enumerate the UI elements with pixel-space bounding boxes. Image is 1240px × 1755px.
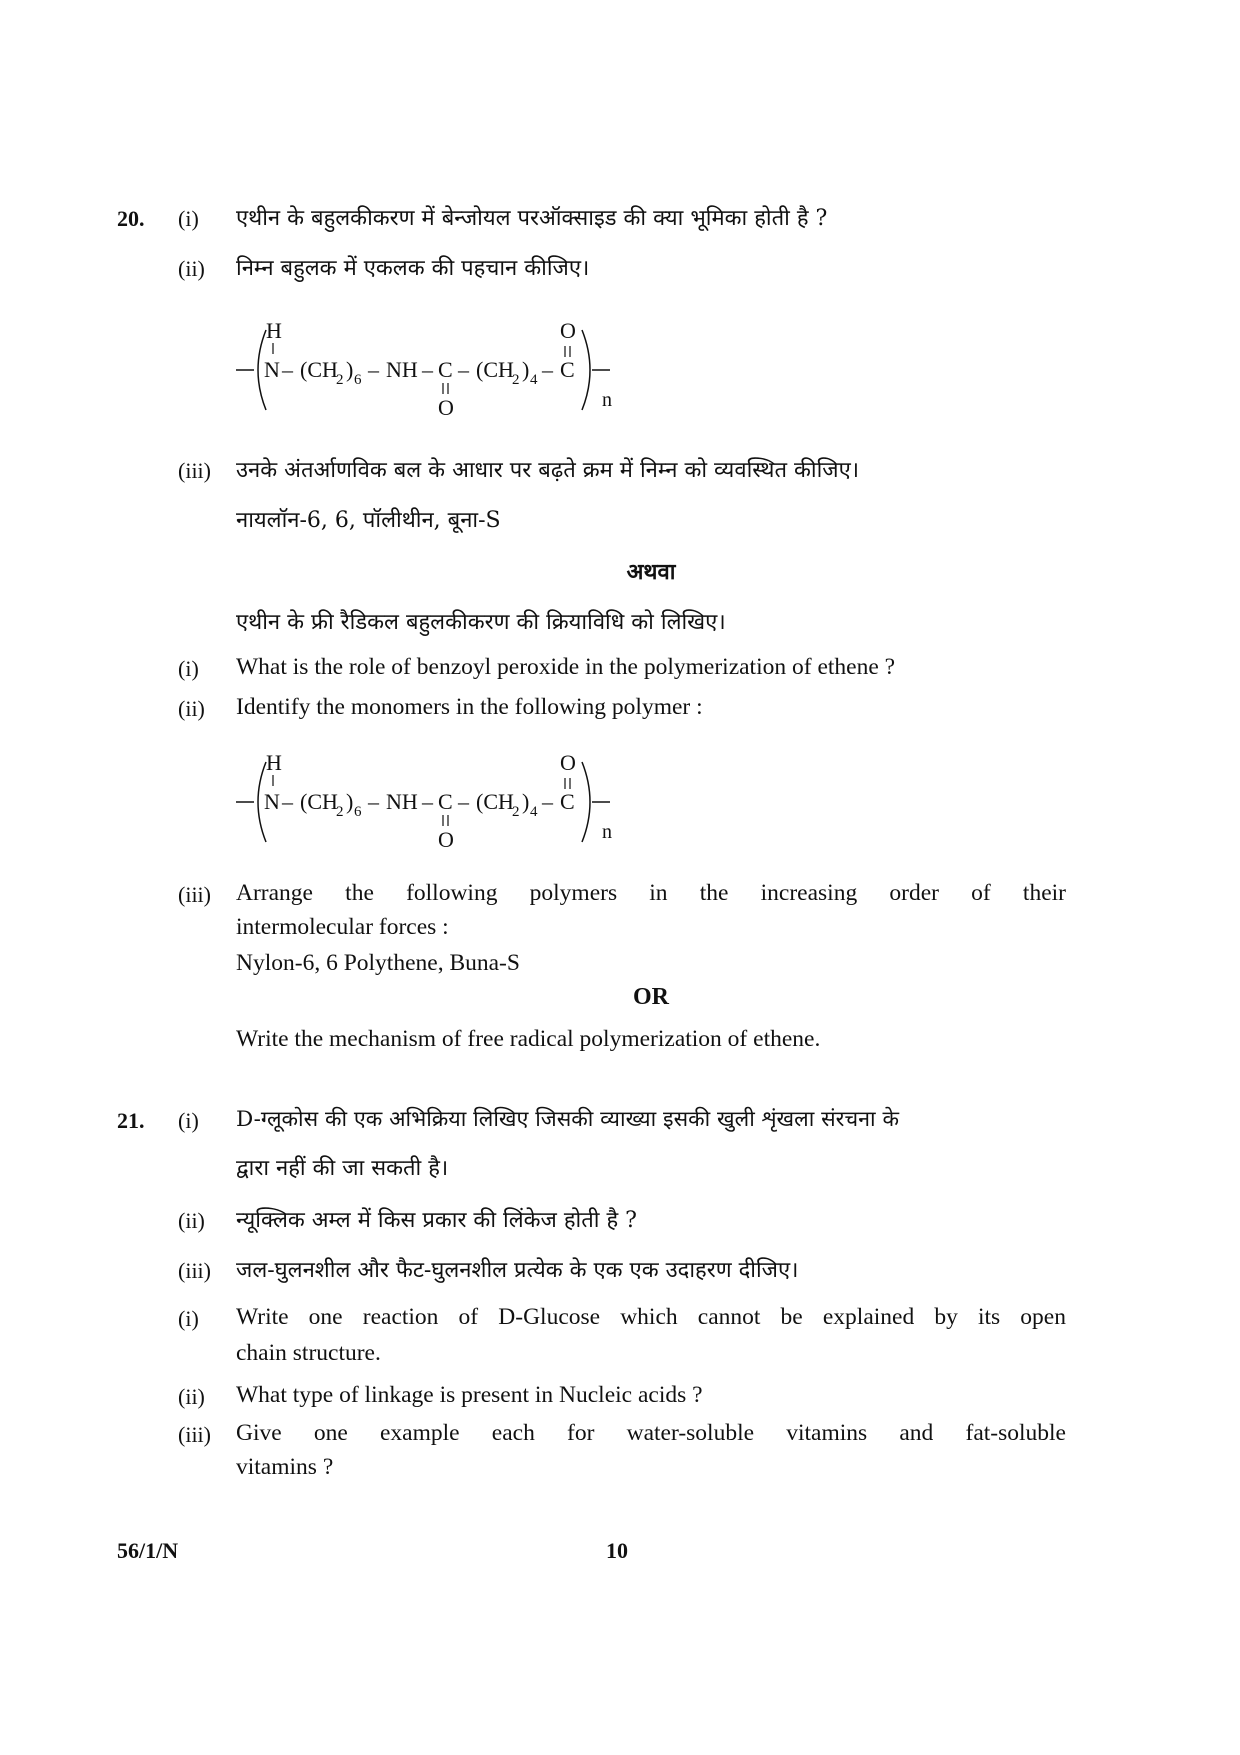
q20-english-label-iii: (iii) — [178, 882, 211, 907]
structure-subscript-2a: 2 — [336, 372, 344, 388]
structure-dash: – — [542, 357, 553, 382]
structure-nitrogen: N — [264, 357, 280, 382]
structure-ch2-group-1: (CH — [300, 789, 338, 814]
structure-subscript-2b: 2 — [512, 372, 520, 388]
structure-dash: – — [368, 357, 379, 382]
structure-ch2-group-2: (CH — [476, 789, 514, 814]
question-number-20: 20. — [117, 206, 145, 231]
q20-hindi-label-iii: (iii) — [178, 458, 211, 483]
q20-hindi-text-iii: उनके अंतर्आणविक बल के आधार पर बढ़ते क्रम में निम्न को व्यवस्थित कीजिए। — [236, 458, 860, 483]
q20-english-text-ii: Identify the monomers in the following polymer : — [236, 694, 703, 720]
q20-english-list-iii: Nylon-6, 6 Polythene, Buna-S — [236, 950, 520, 976]
q20-english-label-ii: (ii) — [178, 696, 205, 721]
q20-hindi-or: अथवा — [626, 559, 676, 585]
structure-subscript-4: 4 — [530, 372, 538, 388]
q21-english-text-iii-line2: vitamins ? — [236, 1454, 334, 1480]
q20-hindi-text-i: एथीन के बहुलकीकरण में बेन्जोयल परऑक्साइड की क्या भूमिका होती है ? — [236, 206, 828, 231]
structure-dash: – — [422, 789, 433, 814]
structure-paren: ) — [522, 357, 530, 382]
structure-repeat-n: n — [602, 389, 612, 411]
structure-nh-group: NH — [386, 357, 418, 382]
structure-carbonyl-carbon-2: C — [560, 357, 575, 382]
structure-repeat-n: n — [602, 821, 612, 843]
q21-english-label-ii: (ii) — [178, 1384, 205, 1409]
structure-hydrogen: H — [266, 750, 282, 775]
structure-subscript-2b: 2 — [512, 804, 520, 820]
q21-english-text-i-line1: Write one reaction of D-Glucose which cannot be explained by its open — [236, 1304, 1066, 1330]
page-number: 10 — [606, 1538, 628, 1563]
q20-hindi-list-iii: नायलॉन-6, 6, पॉलीथीन, बूना-S — [236, 508, 501, 533]
structure-oxygen-2: O — [560, 750, 576, 775]
structure-ch2-group-2: (CH — [476, 357, 514, 382]
q21-english-label-iii: (iii) — [178, 1422, 211, 1447]
q21-english-text-ii: What type of linkage is present in Nucleic acids ? — [236, 1382, 703, 1408]
q21-hindi-text-i-line1: D-ग्लूकोस की एक अभिक्रिया लिखिए जिसकी व्याख्या इसकी खुली शृंखला संरचना के — [236, 1107, 899, 1132]
q21-hindi-text-i-line2: द्वारा नहीं की जा सकती है। — [236, 1156, 449, 1181]
structure-paren: ) — [522, 789, 530, 814]
structure-nitrogen: N — [264, 789, 280, 814]
q21-hindi-text-iii: जल-घुलनशील और फैट-घुलनशील प्रत्येक के एक एक उदाहरण दीजिए। — [236, 1258, 799, 1283]
q21-english-label-i: (i) — [178, 1306, 199, 1331]
q20-hindi-text-ii: निम्न बहुलक में एकलक की पहचान कीजिए। — [236, 256, 590, 281]
structure-carbonyl-carbon-2: C — [560, 789, 575, 814]
structure-subscript-6: 6 — [354, 804, 362, 820]
polymer-structure-english — [236, 744, 696, 854]
structure-paren: ) — [346, 357, 354, 382]
structure-dash: – — [458, 357, 469, 382]
q21-hindi-text-ii: न्यूक्लिक अम्ल में किस प्रकार की लिंकेज होती है ? — [236, 1208, 637, 1233]
structure-hydrogen: H — [266, 318, 282, 343]
q21-hindi-label-ii: (ii) — [178, 1208, 205, 1233]
structure-carbonyl-carbon-1: C — [438, 789, 453, 814]
structure-oxygen-1: O — [438, 395, 454, 420]
q21-english-text-i-line2: chain structure. — [236, 1340, 381, 1366]
structure-oxygen-2: O — [560, 318, 576, 343]
structure-dash: – — [542, 789, 553, 814]
q20-english-alt: Write the mechanism of free radical polymerization of ethene. — [236, 1026, 821, 1052]
structure-subscript-6: 6 — [354, 372, 362, 388]
polymer-structure-svg — [236, 312, 696, 422]
structure-dash: – — [282, 789, 293, 814]
structure-ch2-group-1: (CH — [300, 357, 338, 382]
structure-subscript-2a: 2 — [336, 804, 344, 820]
structure-paren: ) — [346, 789, 354, 814]
structure-dash: – — [458, 789, 469, 814]
q20-english-or: OR — [633, 984, 669, 1010]
q20-english-text-iii-line1: Arrange the following polymers in the increasing order of their — [236, 880, 1066, 906]
polymer-structure-hindi — [236, 312, 696, 422]
q20-hindi-label-ii: (ii) — [178, 256, 205, 281]
structure-subscript-4: 4 — [530, 804, 538, 820]
paper-code: 56/1/N — [117, 1538, 179, 1563]
q21-hindi-label-i: (i) — [178, 1108, 199, 1133]
structure-carbonyl-carbon-1: C — [438, 357, 453, 382]
structure-dash: – — [422, 357, 433, 382]
structure-nh-group: NH — [386, 789, 418, 814]
q21-hindi-label-iii: (iii) — [178, 1258, 211, 1283]
structure-dash: – — [282, 357, 293, 382]
structure-dash: – — [368, 789, 379, 814]
polymer-structure-svg — [236, 744, 696, 854]
q20-hindi-label-i: (i) — [178, 206, 199, 231]
structure-oxygen-1: O — [438, 827, 454, 852]
q20-english-text-iii-line2: intermolecular forces : — [236, 914, 449, 940]
q20-english-text-i: What is the role of benzoyl peroxide in the polymerization of ethene ? — [236, 654, 896, 680]
q21-english-text-iii-line1: Give one example each for water-soluble vitamins and fat-soluble — [236, 1420, 1066, 1446]
question-number-21: 21. — [117, 1108, 145, 1133]
q20-hindi-alt: एथीन के फ्री रैडिकल बहुलकीकरण की क्रियाविधि को लिखिए। — [236, 610, 726, 635]
q20-english-label-i: (i) — [178, 656, 199, 681]
